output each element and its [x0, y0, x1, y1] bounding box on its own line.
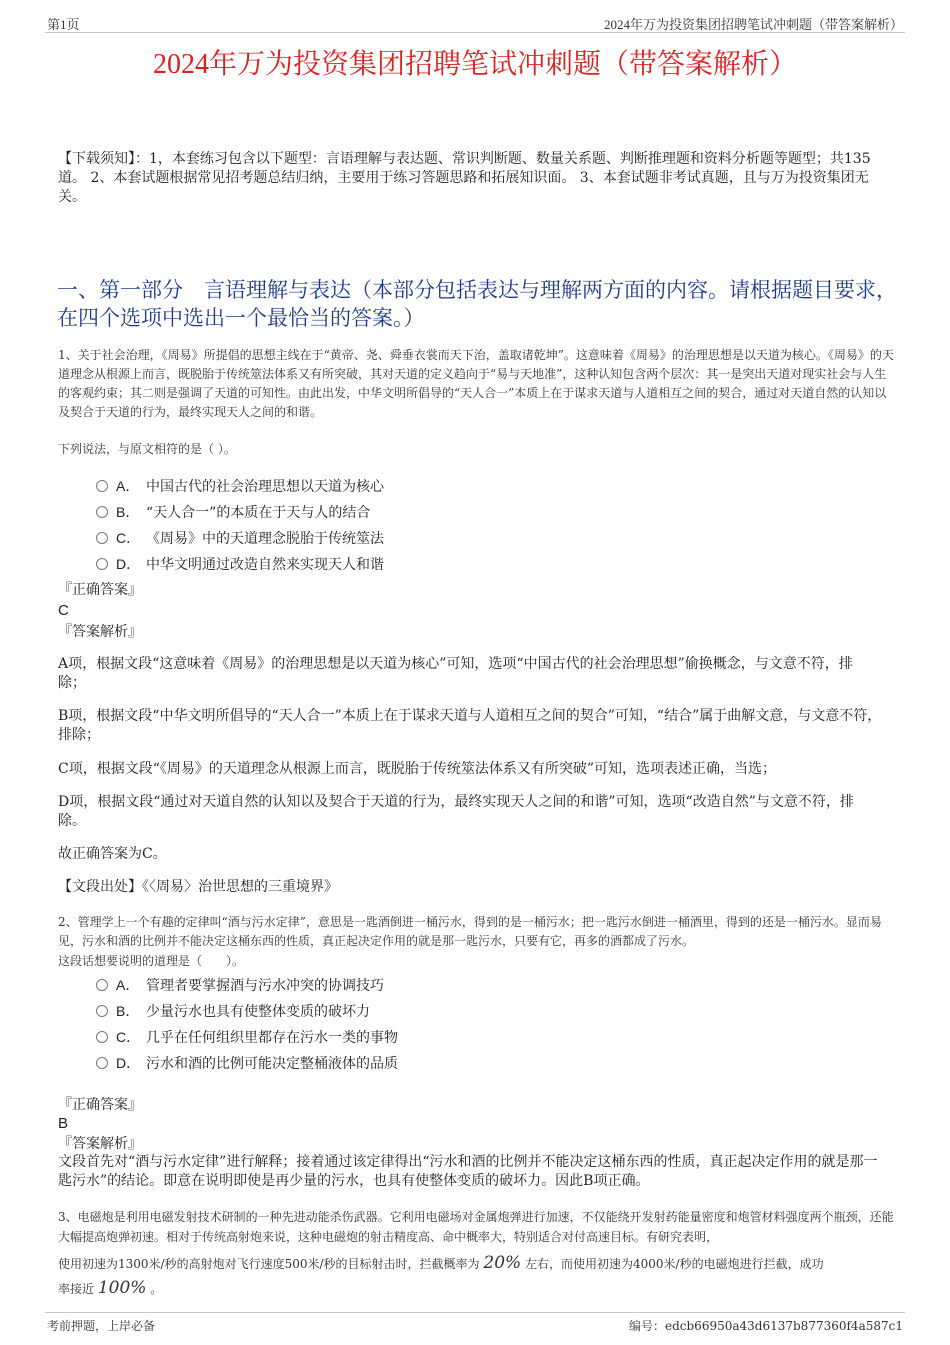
q2-correct-label: 『正确答案』 — [58, 1097, 142, 1113]
q1-analysis-label: 『答案解析』 — [58, 624, 142, 640]
option-letter: C． — [116, 530, 141, 546]
q1-source: 【文段出处】《〈周易〉治世思想的三重境界》 — [58, 879, 338, 895]
option-letter: D． — [116, 556, 141, 572]
q3-stem-d: 率接近 — [58, 1282, 95, 1296]
q1-conclusion: 故正确答案为C。 — [58, 846, 167, 862]
radio-icon[interactable] — [96, 558, 108, 570]
footer-doc-id: 编号：edcb66950a43d6137b877360f4a587c1 — [629, 1319, 903, 1333]
page-header — [45, 12, 905, 33]
option-letter: A． — [116, 478, 140, 494]
radio-icon[interactable] — [96, 532, 108, 544]
q3-stem-c: 左右，而使用初速为4000米/秒的电磁炮进行拦截，成功 — [525, 1257, 824, 1271]
radio-icon[interactable] — [96, 480, 108, 492]
q2-option-b[interactable] — [96, 1001, 370, 1022]
radio-icon[interactable] — [96, 506, 108, 518]
q1-correct-label: 『正确答案』 — [58, 582, 142, 598]
option-text: 少量污水也具有使整体变质的破坏力 — [146, 1004, 370, 1020]
q3-stem-a: 3、电磁炮是利用电磁发射技术研制的一种先进动能杀伤武器。它利用电磁场对金属炮弹进行加速，不仅能绕开发射药能量密度和炮管材料强度两个瓶颈，还能大幅提高炮弹初速。相对于传统高射炮来说，这种电磁炮的射击精度高、命中概率大，特别适合对付高速目标。有研究表明， — [58, 1210, 894, 1244]
q1-analysis-d: D项，根据文段“通过对天道自然的认知以及契合于天道的行为，最终实现天人之间的和谐”可知，选项“改造自然”与文意不符，排除。 — [58, 794, 854, 829]
document-title: 2024年万为投资集团招聘笔试冲刺题（带答案解析） — [152, 49, 797, 80]
download-notice: 【下载须知】：1，本套练习包含以下题型：言语理解与表达题、常识判断题、数量关系题、判断推理题和资料分析题等题型；共135道。 2、本套试题根据常见招考题总结归纳，主要用于练习答题思路和拓展知识面。 3、本套试题非考试真题，且与万为投资集团无关。 — [58, 151, 871, 205]
q1-option-b[interactable] — [96, 502, 370, 523]
option-text: 几乎在任何组织里都存在污水一类的事物 — [146, 1030, 398, 1046]
option-letter: D． — [116, 1055, 141, 1071]
q2-option-c[interactable] — [96, 1027, 398, 1048]
q1-stem: 1、关于社会治理，《周易》所提倡的思想主线在于“黄帝、尧、舜垂衣裳而天下治，盖取诸乾坤”。这意味着《周易》的治理思想是以天道为核心。《周易》的天道理念从根源上而言，既脱胎于传统筮法体系又有所突破，其对天道的定义趋向于“易与天地准”，这种认知包含两个层次：其一是突出天道对现实社会与人生的客观约束；其二则是强调了天道的可知性。由此出发，中华文明所倡导的“天人合一”本质上在于谋求天道与人道相互之间的契合，通过对天道自然的认知以及契合于天道的行为，最终实现天人之间的和谐。 — [58, 348, 894, 419]
q1-analysis-b: B项，根据文段“中华文明所倡导的“天人合一”本质上在于谋求天道与人道相互之间的契合”可知，“结合”属于曲解文意，与文意不符，排除； — [58, 708, 882, 743]
q2-stem: 2、管理学上一个有趣的定律叫“酒与污水定律”，意思是一匙酒倒进一桶污水，得到的是一桶污水；把一匙污水倒进一桶酒里，得到的还是一桶污水。显而易见，污水和酒的比例并不能决定这桶东西的性质，真正起决定作用的就是那一匙污水，只要有它，再多的酒都成了污水。 — [58, 915, 882, 948]
option-text: 《周易》中的天道理念脱胎于传统筮法 — [146, 531, 384, 547]
q1-answer: C — [58, 602, 69, 619]
radio-icon[interactable] — [96, 1005, 108, 1017]
option-text: 污水和酒的比例可能决定整桶液体的品质 — [146, 1056, 398, 1072]
option-letter: A． — [116, 977, 140, 993]
q1-option-a[interactable] — [96, 476, 384, 497]
option-text: “天人合一”的本质在于天与人的结合 — [146, 505, 371, 521]
q1-analysis-a: A项，根据文段“这意味着《周易》的治理思想是以天道为核心”可知，选项“中国古代的社会治理思想”偷换概念，与文意不符，排除； — [58, 656, 853, 691]
option-text: 管理者要掌握酒与污水冲突的协调技巧 — [146, 978, 384, 994]
option-letter: C． — [116, 1029, 141, 1045]
q1-question: 下列说法，与原文相符的是（ ）。 — [58, 442, 236, 456]
q3-percent-20: 20% — [483, 1253, 522, 1273]
q2-option-a[interactable] — [96, 975, 384, 996]
q3-stem-b: 使用初速为1300米/秒的高射炮对飞行速度500米/秒的目标射击时，拦截概率为 — [58, 1257, 480, 1271]
q2-question: 这段话想要说明的道理是（ ）。 — [58, 954, 245, 968]
radio-icon[interactable] — [96, 1057, 108, 1069]
radio-icon[interactable] — [96, 1031, 108, 1043]
page-footer — [45, 1312, 905, 1337]
q3-percent-100: 100% — [97, 1278, 147, 1298]
radio-icon[interactable] — [96, 979, 108, 991]
q1-option-c[interactable] — [96, 528, 384, 549]
page-number: 第1页 — [47, 17, 80, 32]
header-doc-title: 2024年万为投资集团招聘笔试冲刺题（带答案解析） — [603, 17, 903, 32]
q1-analysis-c: C项，根据文段“《周易》的天道理念从根源上而言，既脱胎于传统筮法体系又有所突破”可知，选项表述正确，当选； — [58, 761, 777, 777]
q2-answer: B — [58, 1115, 69, 1132]
option-letter: B． — [116, 1003, 140, 1019]
q2-option-d[interactable] — [96, 1053, 398, 1074]
q3-stem — [58, 1207, 898, 1299]
q3-stem-e: 。 — [150, 1282, 163, 1296]
q1-option-d[interactable] — [96, 554, 384, 575]
q2-analysis: 文段首先对“酒与污水定律”进行解释；接着通过该定律得出“污水和酒的比例并不能决定这桶东西的性质，真正起决定作用的就是那一匙污水”的结论。即意在说明即使是再少量的污水，也具有使整体变质的破坏力。因此B项正确。 — [58, 1154, 878, 1189]
footer-slogan: 考前押题，上岸必备 — [47, 1319, 156, 1333]
option-text: 中国古代的社会治理思想以天道为核心 — [146, 479, 384, 495]
option-text: 中华文明通过改造自然来实现天人和谐 — [146, 557, 384, 573]
section-title: 一、第一部分 言语理解与表达（本部分包括表达与理解两方面的内容。请根据题目要求，在四个选项中选出一个最恰当的答案。） — [57, 278, 897, 330]
q2-analysis-label: 『答案解析』 — [58, 1136, 142, 1152]
option-letter: B． — [116, 504, 140, 520]
